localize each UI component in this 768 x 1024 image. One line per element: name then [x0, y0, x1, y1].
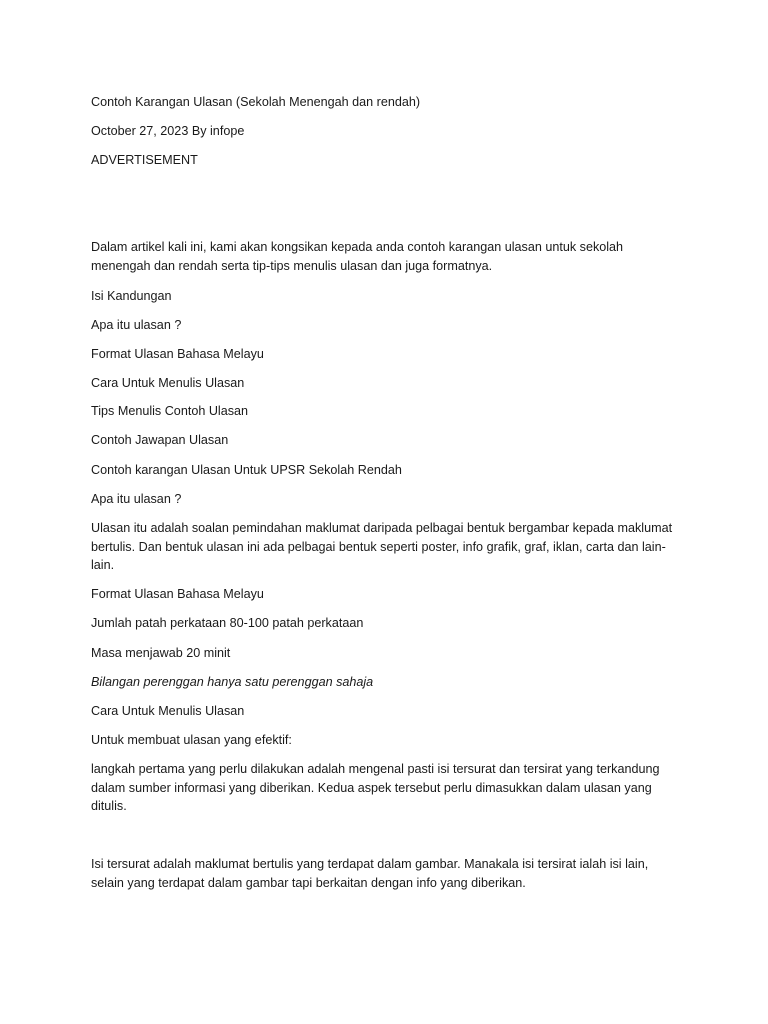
paragraph-line: lain. — [91, 558, 115, 572]
paragraph-line: Isi tersurat adalah maklumat bertulis yang terdapat dalam gambar. Manakala isi tersirat ialah isi lain, — [91, 857, 649, 871]
intro-line: Dalam artikel kali ini, kami akan kongsikan kepada anda contoh karangan ulasan untuk sekolah — [91, 240, 624, 254]
paragraph-line: selain yang terdapat dalam gambar tapi berkaitan dengan info yang diberikan. — [91, 875, 526, 890]
section-paragraph — [91, 760, 681, 816]
toc-item: Format Ulasan Bahasa Melayu — [91, 347, 264, 361]
toc-heading: Isi Kandungan — [91, 289, 172, 303]
article-meta: October 27, 2023 By infope — [91, 124, 245, 138]
section-heading: Format Ulasan Bahasa Melayu — [91, 587, 264, 601]
intro-paragraph — [91, 238, 681, 275]
toc-item: Contoh Jawapan Ulasan — [91, 433, 229, 447]
section-paragraph — [91, 519, 681, 575]
paragraph-line: dalam sumber informasi yang diberikan. Kedua aspek tersebut perlu dimasukkan dalam ulasan yang — [91, 780, 652, 795]
toc-item: Apa itu ulasan ? — [91, 318, 182, 332]
section-heading: Apa itu ulasan ? — [91, 492, 182, 506]
paragraph-line: Ulasan itu adalah soalan pemindahan maklumat daripada pelbagai bentuk bergambar kepada maklumat — [91, 521, 673, 535]
article-title: Contoh Karangan Ulasan (Sekolah Menengah dan rendah) — [91, 95, 421, 109]
paragraph-line: ditulis. — [91, 799, 127, 813]
format-item: Masa menjawab 20 minit — [91, 646, 231, 660]
toc-item: Contoh karangan Ulasan Untuk UPSR Sekolah Rendah — [91, 463, 402, 477]
paragraph-line: langkah pertama yang perlu dilakukan adalah mengenal pasti isi tersurat dan tersirat yang terkandung — [91, 762, 660, 776]
toc-item: Cara Untuk Menulis Ulasan — [91, 376, 245, 390]
paragraph-line: bertulis. Dan bentuk ulasan ini ada pelbagai bentuk seperti poster, info grafik, graf, iklan, carta dan lain- — [91, 539, 666, 554]
intro-line: menengah dan rendah serta tip-tips menulis ulasan dan juga formatnya. — [91, 258, 493, 273]
format-item-italic: Bilangan perenggan hanya satu perenggan sahaja — [91, 675, 374, 689]
section-intro: Untuk membuat ulasan yang efektif: — [91, 733, 292, 747]
section-paragraph — [91, 855, 681, 892]
format-item: Jumlah patah perkataan 80-100 patah perkataan — [91, 616, 364, 630]
section-heading: Cara Untuk Menulis Ulasan — [91, 704, 245, 718]
advertisement-label: ADVERTISEMENT — [91, 153, 198, 167]
toc-item: Tips Menulis Contoh Ulasan — [91, 404, 249, 418]
